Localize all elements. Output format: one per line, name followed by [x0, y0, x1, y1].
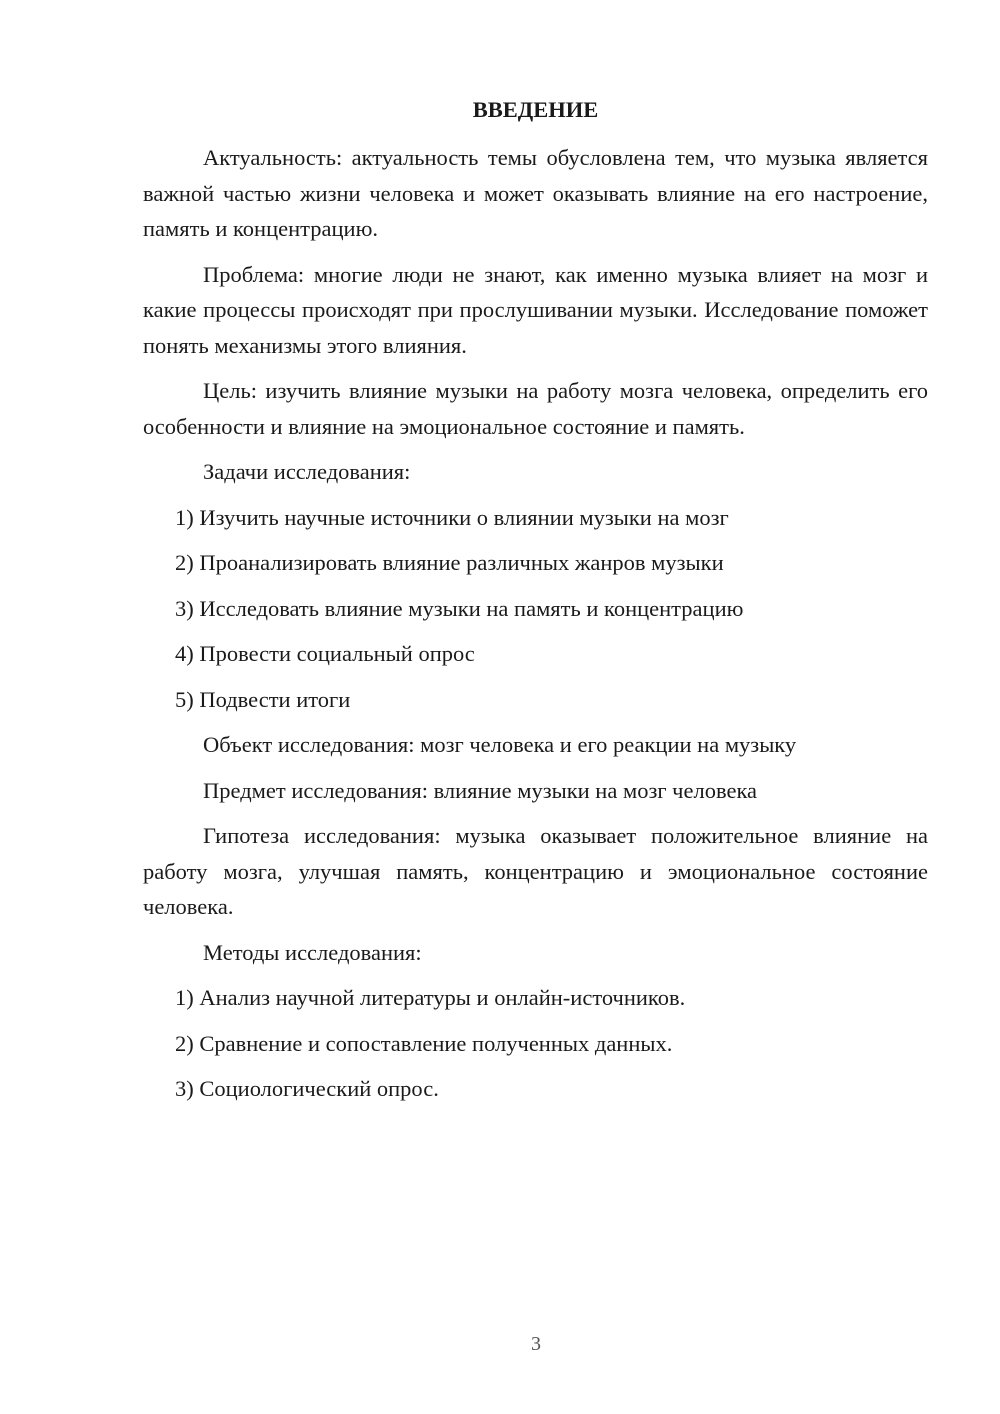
methods-list — [143, 980, 928, 1107]
list-item: 1) Изучить научные источники о влиянии музыки на мозг — [175, 504, 729, 530]
page-number: 3 — [531, 1333, 541, 1355]
relevance-paragraph: Актуальность: актуальность темы обусловлена тем, что музыка является важной частью жизни человека и может оказывать влияние на его настроение, память и концентрацию. — [143, 145, 928, 241]
object-line: Объект исследования: мозг человека и его реакции на музыку — [203, 732, 797, 757]
list-item: 3) Социологический опрос. — [175, 1076, 439, 1101]
problem-paragraph: Проблема: многие люди не знают, как именно музыка влияет на мозг и какие процессы происходят при прослушивании музыки. Исследование поможет понять механизмы этого влияния. — [143, 261, 928, 358]
section-heading: ВВЕДЕНИЕ — [472, 97, 599, 122]
hypothesis-paragraph: Гипотеза исследования: музыка оказывает положительное влияние на работу мозга, улучшая память, концентрацию и эмоциональное состояние человека. — [143, 823, 928, 919]
list-item: 2) Проанализировать влияние различных жанров музыки — [175, 550, 724, 575]
list-item: 4) Провести социальный опрос — [175, 641, 475, 666]
list-item: 5) Подвести итоги — [175, 686, 351, 712]
list-item: 3) Исследовать влияние музыки на память и концентрацию — [175, 595, 744, 621]
tasks-label: Задачи исследования: — [203, 459, 411, 484]
goal-paragraph: Цель: изучить влияние музыки на работу мозга человека, определить его особенности и влияние на эмоциональное состояние и память. — [143, 378, 928, 439]
list-item: 2) Сравнение и сопоставление полученных данных. — [175, 1030, 673, 1056]
methods-label: Методы исследования: — [203, 939, 422, 965]
list-item: 1) Анализ научной литературы и онлайн-источников. — [175, 985, 686, 1010]
tasks-list — [143, 500, 928, 718]
page-content — [143, 92, 928, 1117]
subject-line: Предмет исследования: влияние музыки на мозг человека — [203, 777, 758, 803]
